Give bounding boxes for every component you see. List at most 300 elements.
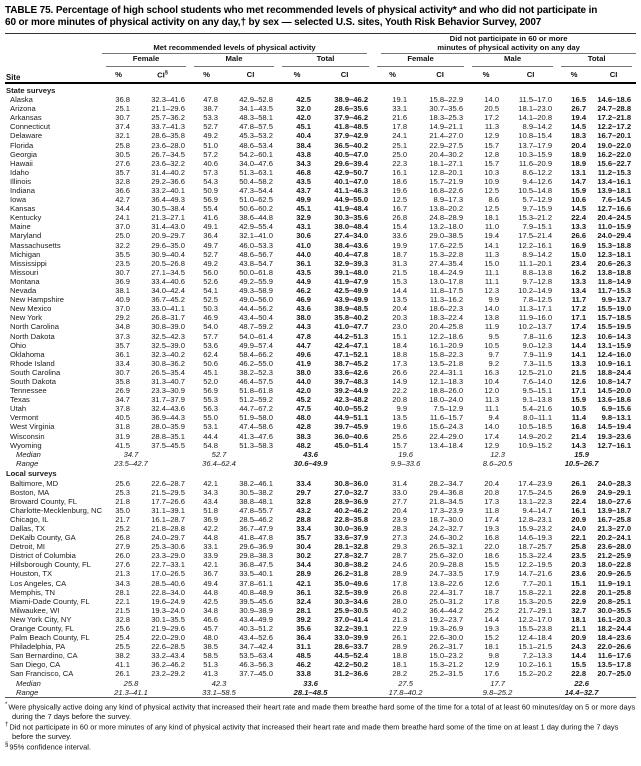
value-cell: 30.5–38.4 (151, 204, 185, 214)
value-cell: 44.0 (296, 249, 311, 259)
value-cell: 11.9 (484, 322, 500, 332)
value-cell: 40.2–46.2 (334, 505, 369, 515)
value-cell: 42.8 (296, 422, 311, 432)
value-cell: 19.3–24.0 (151, 605, 185, 615)
value-cell: 31.2–36.6 (334, 669, 369, 679)
site-cell: Hillsborough County, FL (10, 560, 91, 570)
value-cell: 28.9 (392, 569, 408, 579)
value-cell: 39.7–48.3 (334, 376, 369, 386)
table-row (5, 642, 636, 651)
value-cell: 42.9–50.7 (334, 167, 369, 177)
value-cell: 12.2–19.5 (518, 560, 553, 570)
value-cell: 18.1 (484, 213, 500, 223)
value-cell: 36.2–46.2 (151, 660, 185, 670)
value-cell: 29.7 (296, 487, 311, 497)
table-row (5, 350, 636, 359)
value-cell: 36.7 (203, 569, 218, 579)
value-cell: 34.7 (115, 395, 130, 405)
value-cell: 16.2–22.0 (597, 149, 632, 159)
value-cell: 22.9 (392, 624, 408, 633)
value-cell: 42.3–48.2 (334, 395, 369, 405)
value-cell: 41.9–47.9 (334, 276, 369, 286)
table-row (5, 660, 636, 669)
summary-value: 33.6 (303, 678, 318, 688)
value-cell: 44.4–56.2 (239, 304, 273, 314)
value-cell: 12.5 (484, 204, 500, 214)
value-cell: 38.2–46.1 (239, 478, 273, 488)
value-cell: 49.2 (203, 131, 218, 141)
site-cell: West Virginia (10, 422, 55, 432)
value-cell: 18.4–23.6 (597, 633, 632, 643)
value-cell: 40.5–47.0 (334, 149, 369, 159)
table-row (5, 141, 636, 150)
value-cell: 34.8 (115, 322, 130, 332)
value-cell: 15.3–20.5 (518, 596, 553, 606)
value-cell: 11.9–19.1 (597, 578, 632, 588)
value-cell: 17.6–22.5 (429, 240, 464, 250)
value-cell: 19.3–26.9 (429, 624, 464, 633)
value-cell: 33.8 (296, 669, 311, 679)
value-cell: 16.7–20.1 (597, 131, 632, 141)
table-row (5, 168, 636, 177)
value-cell: 20.7–25.0 (597, 669, 632, 679)
value-cell: 54.3 (203, 176, 218, 186)
value-cell: 13.8–18.8 (597, 267, 632, 277)
site-cell: Chicago, IL (10, 514, 49, 524)
value-cell: 27.1–34.5 (151, 267, 185, 277)
summary-value: 34.7 (123, 449, 139, 459)
site-cell: Delaware (10, 131, 43, 141)
value-cell: 9.7–12.8 (522, 276, 553, 286)
value-cell: 15.2 (484, 633, 500, 643)
value-cell: 13.8–22.6 (429, 578, 464, 588)
value-cell: 15.7–21.9 (429, 176, 464, 186)
summary-value: 52.7 (211, 449, 227, 459)
value-cell: 39.1–48.0 (334, 267, 369, 277)
value-cell: 10.3 (484, 167, 500, 177)
table-row (5, 113, 636, 122)
value-cell: 22.3 (392, 158, 408, 168)
value-cell: 49.6 (296, 349, 311, 359)
value-cell: 14.5–20.0 (597, 386, 632, 396)
value-cell: 16.2 (571, 267, 587, 277)
value-cell: 56.3 (203, 404, 218, 414)
value-cell: 53.6 (203, 340, 218, 350)
value-cell: 12.8–20.1 (429, 167, 464, 177)
value-cell: 32.0 (296, 104, 311, 114)
table-row (5, 413, 636, 422)
value-cell: 51.0 (203, 140, 218, 150)
value-cell: 13.4–18.4 (429, 440, 464, 450)
value-cell: 14.1–20.8 (518, 113, 553, 123)
value-cell: 36.7–45.2 (151, 295, 185, 305)
value-cell: 20.4 (484, 478, 500, 488)
value-cell: 21.7–29.1 (518, 605, 553, 615)
value-cell: 35.7 (115, 167, 130, 177)
value-cell: 33.4 (296, 523, 311, 533)
value-cell: 12.3–18.1 (597, 249, 632, 259)
value-cell: 42.1 (203, 560, 218, 570)
value-cell: 10.8–15.4 (518, 131, 553, 141)
value-cell: 55.0 (203, 413, 218, 423)
value-cell: 9.0–12.3 (522, 340, 553, 350)
value-cell: 15.9–23.2 (518, 523, 553, 533)
value-cell: 46.3–56.3 (239, 660, 273, 670)
table-row (5, 669, 636, 678)
value-cell: 43.9–49.9 (334, 295, 369, 305)
value-cell: 20.5 (484, 104, 500, 114)
value-cell: 15.7 (484, 158, 500, 168)
value-cell: 20.1–25.8 (597, 587, 632, 597)
value-cell: 28.6–35.8 (151, 131, 185, 141)
value-cell: 14.7 (571, 176, 587, 186)
value-cell: 12.1–18.3 (429, 376, 464, 386)
value-cell: 56.0 (203, 267, 218, 277)
value-cell: 15.3–21.2 (518, 213, 553, 223)
value-cell: 21.6 (392, 113, 408, 123)
value-cell: 31.4–40.2 (151, 167, 185, 177)
value-cell: 25.4 (115, 633, 130, 643)
value-cell: 33.6–37.9 (334, 533, 369, 543)
value-cell: 30.3–34.6 (334, 596, 369, 606)
value-cell: 49.2–55.9 (239, 276, 273, 286)
value-cell: 10.9–16.1 (597, 358, 632, 368)
table-row (5, 506, 636, 515)
value-cell: 14.1 (484, 240, 500, 250)
site-cell: Rhode Island (10, 358, 55, 368)
value-cell: 11.5–17.0 (518, 95, 553, 105)
value-cell: 12.5 (392, 195, 408, 205)
value-cell: 20.2–24.1 (597, 533, 632, 543)
value-cell: 52.7 (203, 249, 218, 259)
value-cell: 46.2 (296, 286, 311, 296)
value-cell: 7.9–15.1 (522, 222, 553, 232)
value-cell: 18.3–22.4 (429, 313, 464, 323)
value-cell: 26.8 (115, 533, 130, 543)
value-cell: 15.8–22.1 (518, 587, 553, 597)
value-cell: 13.5 (392, 295, 408, 305)
value-cell: 21.8–34.5 (429, 496, 464, 506)
value-cell: 42.2–50.2 (334, 660, 369, 670)
site-cell: Wisconsin (10, 431, 45, 441)
value-cell: 18.6 (484, 551, 500, 561)
value-cell: 15.5 (484, 560, 500, 570)
value-cell: 17.8 (484, 596, 500, 606)
value-cell: 45.1 (296, 204, 311, 214)
value-cell: 22.8 (571, 587, 587, 597)
value-cell: 28.1 (296, 605, 311, 615)
value-cell: 19.6 (392, 422, 408, 432)
value-cell: 46.8 (296, 167, 311, 177)
value-cell: 9.2 (488, 358, 500, 368)
value-cell: 35.0 (115, 505, 130, 515)
value-cell: 27.4–35.4 (429, 258, 464, 268)
value-cell: 47.3–54.4 (239, 186, 273, 195)
table-body (5, 83, 636, 697)
value-cell: 44.2–51.3 (334, 331, 369, 341)
value-cell: 17.1 (571, 313, 587, 323)
value-cell: 18.2–24.4 (597, 624, 632, 633)
value-cell: 33.4 (296, 478, 311, 488)
value-cell: 25.8 (571, 542, 587, 552)
value-cell: 24.0–29.7 (151, 533, 185, 543)
table-row (5, 488, 636, 497)
value-cell: 31.9 (115, 431, 130, 441)
value-cell: 13.8–20.2 (429, 204, 464, 214)
value-cell: 18.8 (392, 349, 408, 359)
site-cell: Ohio (10, 340, 27, 350)
value-cell: 12.3 (484, 286, 500, 296)
value-cell: 14.4 (571, 651, 587, 661)
value-cell: 36.8 (115, 95, 130, 105)
value-cell: 46.2–55.0 (239, 358, 273, 368)
value-cell: 19.3 (484, 523, 500, 533)
value-cell: 46.9 (203, 313, 218, 323)
value-cell: 29.6–39.4 (334, 158, 369, 168)
value-cell: 26.2–31.8 (334, 569, 369, 579)
value-cell: 38.0 (296, 367, 311, 377)
summary-value: 9.9–33.6 (390, 458, 421, 468)
value-cell: 23.5 (115, 258, 130, 268)
value-cell: 12.6 (484, 578, 500, 588)
value-cell: 42.5 (203, 596, 218, 606)
summary-value: 30.6–49.9 (293, 458, 328, 468)
table-row (5, 295, 636, 304)
site-cell: Utah (10, 404, 27, 414)
group-header-did-not-participate (373, 35, 636, 55)
value-cell: 21.5 (392, 267, 408, 277)
value-cell: 31.4 (392, 478, 408, 488)
value-cell: 12.2–17.0 (518, 614, 553, 624)
summary-row (5, 459, 636, 468)
summary-value: 42.3 (211, 678, 227, 688)
site-cell: Hawaii (10, 158, 33, 168)
value-cell: 19.0–22.0 (597, 140, 632, 150)
value-cell: 10.5 (571, 404, 587, 414)
site-cell: Michigan (10, 249, 41, 259)
value-cell: 21.5 (115, 605, 130, 615)
value-cell: 34.8 (203, 605, 218, 615)
site-column-header: Site (5, 67, 102, 84)
value-cell: 34.7–42.4 (239, 642, 273, 652)
value-cell: 53.5–63.4 (239, 651, 273, 661)
value-cell: 53.3 (203, 113, 218, 123)
value-cell: 26.1 (392, 633, 408, 643)
value-cell: 40.1–47.0 (334, 176, 369, 186)
table-row (5, 533, 636, 542)
subgroup-female-right: Female (373, 54, 468, 67)
site-cell: Georgia (10, 149, 38, 159)
value-cell: 51.0–62.5 (239, 195, 273, 205)
value-cell: 28.5–40.6 (151, 578, 185, 588)
value-cell: 17.2 (571, 304, 587, 314)
value-cell: 37.0 (115, 222, 130, 232)
value-cell: 52.6 (203, 276, 218, 286)
value-cell: 7.7–20.1 (522, 578, 553, 588)
value-cell: 12.6 (571, 376, 587, 386)
value-cell: 8.9–14.2 (522, 249, 553, 259)
value-cell: 22.4 (571, 213, 587, 223)
value-cell: 11.0 (484, 222, 500, 232)
value-cell: 36.9 (203, 514, 218, 524)
value-cell: 16.1–28.7 (151, 514, 185, 524)
value-cell: 36.4 (296, 633, 311, 643)
value-cell: 37.9–46.2 (334, 113, 369, 123)
table-row (5, 368, 636, 377)
value-cell: 20.5–26.8 (151, 258, 185, 268)
table-row (5, 432, 636, 441)
value-cell: 28.2 (392, 669, 408, 679)
value-cell: 14.0 (484, 422, 500, 432)
section-header-row (5, 83, 636, 95)
site-cell: New Hampshire (10, 295, 65, 305)
value-cell: 11.8 (484, 505, 500, 515)
value-cell: 43.4–52.6 (239, 633, 273, 643)
value-cell: 5.7–12.9 (522, 195, 553, 205)
site-cell: DeKalb County, GA (10, 533, 76, 543)
value-cell: 25.8 (115, 140, 130, 150)
value-cell: 33.9 (203, 551, 218, 561)
value-cell: 38.3 (296, 431, 311, 441)
value-cell: 21.4–27.0 (429, 131, 464, 141)
value-cell: 46.6 (203, 614, 218, 624)
site-cell: Illinois (10, 176, 32, 186)
footnote-marker: * (5, 701, 8, 708)
site-cell: Oklahoma (10, 349, 45, 359)
site-cell: South Dakota (10, 376, 57, 386)
value-cell: 9.4 (488, 413, 500, 423)
value-cell: 22.4–29.0 (429, 431, 464, 441)
value-cell: 34.3 (203, 487, 218, 497)
value-cell: 15.3–22.8 (429, 249, 464, 259)
table-row (5, 222, 636, 231)
value-cell: 23.0 (392, 322, 408, 332)
value-cell: 43.5 (296, 267, 311, 277)
value-cell: 11.1–20.1 (518, 258, 553, 268)
value-cell: 22.1 (115, 596, 130, 606)
site-cell: North Dakota (10, 331, 55, 341)
table-row (5, 186, 636, 195)
value-cell: 20.9 (571, 514, 587, 524)
value-cell: 49.0–56.0 (239, 295, 273, 305)
value-cell: 26.5–32.1 (429, 542, 464, 552)
value-cell: 11.3 (484, 249, 500, 259)
subgroup-total-left: Total (278, 54, 373, 67)
value-cell: 36.1 (296, 587, 311, 597)
value-cell: 36.8–47.5 (239, 560, 273, 570)
value-cell: 51.3–58.3 (239, 440, 273, 450)
footnote-marker: § (5, 741, 9, 748)
table-row (5, 497, 636, 506)
summary-value: 22.6 (574, 678, 589, 688)
value-cell: 32.4–43.6 (151, 404, 185, 414)
value-cell: 10.2–13.7 (518, 322, 553, 332)
value-cell: 15.7 (392, 440, 408, 450)
value-cell: 34.4 (296, 560, 311, 570)
site-cell: Massachusetts (10, 240, 61, 250)
value-cell: 33.4–40.6 (151, 276, 185, 286)
value-cell: 35.7 (115, 340, 130, 350)
value-cell: 51.3 (203, 660, 218, 670)
site-cell: Orange County, FL (10, 624, 75, 633)
value-cell: 15.3–21.2 (429, 660, 464, 670)
value-cell: 13.3 (571, 276, 587, 286)
value-cell: 36.1 (296, 258, 311, 268)
value-cell: 42.5 (296, 95, 311, 105)
column-header-row (5, 67, 636, 84)
value-cell: 48.3–58.1 (239, 113, 273, 123)
table-title (5, 5, 636, 30)
table-row (5, 551, 636, 560)
value-cell: 24.8–28.9 (429, 213, 464, 223)
value-cell: 38.0 (296, 313, 311, 323)
site-cell: Milwaukee, WI (10, 605, 60, 615)
value-cell: 37.8 (115, 404, 130, 414)
value-cell: 10.5 (484, 340, 500, 350)
site-cell: Tennessee (10, 386, 47, 396)
table-row (5, 131, 636, 140)
value-cell: 28.8 (296, 514, 311, 524)
table-row (5, 606, 636, 615)
value-cell: 55.4 (203, 204, 218, 214)
value-cell: 8.8–13.8 (522, 267, 553, 277)
value-cell: 49.7 (203, 240, 218, 250)
pct-header: % (278, 67, 316, 84)
value-cell: 12.4–18.4 (518, 633, 553, 643)
value-cell: 47.8 (296, 331, 311, 341)
value-cell: 14.1 (571, 349, 587, 359)
value-cell: 23.6–32.2 (151, 158, 185, 168)
site-cell: New York City, NY (10, 614, 72, 624)
site-cell: Arkansas (10, 113, 42, 123)
value-cell: 8.9–14.2 (522, 122, 553, 132)
value-cell: 44.9–51.1 (334, 413, 369, 423)
value-cell: 43.4–49.9 (239, 614, 273, 624)
summary-label: Median (16, 678, 41, 688)
value-cell: 25.5 (115, 642, 130, 652)
value-cell: 8.9–17.3 (433, 195, 464, 205)
value-cell: 15.8–22.3 (429, 349, 464, 359)
table-row (5, 377, 636, 386)
value-cell: 57.7 (203, 331, 218, 341)
value-cell: 11.4 (571, 413, 587, 423)
value-cell: 11.8–17.5 (429, 286, 464, 296)
value-cell: 18.4 (392, 340, 408, 350)
value-cell: 16.1 (392, 167, 408, 177)
value-cell: 22.8 (571, 669, 587, 679)
value-cell: 15.5–19.0 (597, 304, 632, 314)
value-cell: 48.6–53.4 (239, 140, 273, 150)
value-cell: 23.4 (571, 258, 587, 268)
value-cell: 13.1 (571, 167, 587, 177)
value-cell: 20.9–29.7 (151, 231, 185, 241)
value-cell: 55.3 (203, 395, 218, 405)
value-cell: 12.8 (484, 149, 500, 159)
value-cell: 24.6–30.2 (429, 533, 464, 543)
value-cell: 9.4–12.6 (522, 176, 553, 186)
value-cell: 32.3–40.2 (151, 349, 185, 359)
value-cell: 30.5–38.2 (239, 487, 273, 497)
value-cell: 16.1 (571, 505, 587, 515)
site-cell: Florida (10, 140, 34, 150)
value-cell: 50.3 (203, 304, 218, 314)
group2-label-line1: Did not participate in 60 or more (449, 33, 568, 43)
value-cell: 42.7 (115, 195, 130, 205)
value-cell: 44.9–55.0 (334, 195, 369, 205)
summary-label: Median (16, 449, 41, 459)
site-cell: North Carolina (10, 322, 59, 332)
table-row (5, 286, 636, 295)
